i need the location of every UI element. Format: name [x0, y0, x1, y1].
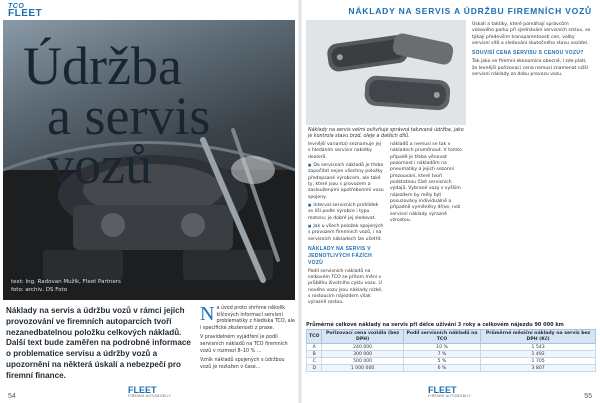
table-header: Průměrné měsíční náklady na servis bez DPH (Kč) — [481, 330, 596, 344]
masthead — [8, 3, 42, 19]
table-header-row — [307, 330, 596, 344]
section-heading-price: SOUVISÍ CENA SERVISU S CENOU VOZU? — [472, 50, 584, 57]
right-page — [300, 0, 600, 403]
footer-brand-left: FLEET FIREMNÍ AUTOMOBILY — [128, 385, 172, 398]
page-number-left: 54 — [8, 393, 16, 400]
body-column-1: levnější varianta) seznamuje jej s hledáním servisní nabídky dealerů. ■ Do servisních nákladů je třeba započítat nejen všechny položky předepsané výrobcem, ale také ty, které jsou s provozem a zaslouženými opotřebeními vozu spojeny. ■ Interval servisních prohlídek se liší podle výrobce i typu motoru; je dobré jej sledovat. ■ Jak u všech položek spojených s provozem firemních vozů, i na servisních nákladech lze ušetřit. NÁKLADY NA SERVIS V JEDNOTLIVÝCH FÁZÍCH VOZŮ Podíl servisních nákladů na celkovém TCO se přitom mění v průběhu životního cyklu vozu. U nového vozu jsou náklady nízké, s rostoucím nájezdem však výrazně rostou. — [308, 142, 384, 309]
masthead-brand: FLEET — [8, 8, 43, 19]
body-column-3: Úskalí a taktiky, které pomáhají správcům vozového parku při sjednávání servisních smluv, se týkají především transparentnosti cen, volby servisní sítě a sledování skutečného stavu vozidel. SOUVISÍ CENA SERVISU S CENOU VOZU? Tak jako ve firemní ekonomice obecně, i zde platí, že levnější pořizovací cena nemusí znamenat nižší servisní náklady za dobu provozu vozu. — [472, 22, 591, 77]
cost-table — [306, 322, 596, 372]
drop-cap: N — [200, 303, 215, 325]
hero-photo — [3, 20, 295, 300]
table-header: TCO — [307, 330, 322, 344]
table-row: D 1 000 000 6 % 3 807 — [307, 365, 596, 372]
body-column-2: nákladů a nemusí se tak v nákladech promítnout. V tomto případě je třeba věnovat pozornost i nákladům na pneumatiky a jejich sezonní přezouvání, které tvoří podstatnou část servisních výdajů. Vybrané vozy s vyšším nájezdem by měly být posuzovány individuálně a případně vyměněny dříve, než servisní náklady výrazně vzrostou. — [390, 142, 462, 223]
article-title: Údržba a servis vozů — [23, 36, 211, 196]
lead-paragraph: Náklady na servis a údržbu vozů v rámci jejich provozování ve firemních autoparcích tvoří nezanedbatelnou položku celkových nákladů. Další text bude zaměřen na podrobné informace o problematice servisu a údržby vozů a upozornění na některá úskalí a nebezpečí pro firemní finance. — [6, 306, 191, 380]
service-cost-table — [306, 329, 596, 372]
bullet-item: ■ Do servisních nákladů je třeba započítat nejen všechny položky předepsané výrobcem, ale také ty, které jsou s provozem a zaslouženými opotřebeními vozu spojeny. — [308, 163, 384, 201]
footer-brand-right: FLEET FIREMNÍ AUTOMOBILY — [428, 385, 472, 398]
table-header: Podíl servisních nákladů na TCO — [403, 330, 480, 344]
running-head: NÁKLADY NA SERVIS A ÚDRŽBU FIREMNÍCH VOZŮ — [348, 6, 592, 16]
photo-caption: Náklady na servis velmi ovlivňuje správná takzvaná údržba, jako je kontrola stavu brzd, oleje a dalších dílů. — [308, 128, 464, 140]
bullet-item: ■ Jak u všech položek spojených s provozem firemních vozů, i na servisních nákladech lze ušetřit. — [308, 224, 384, 243]
masthead-top: TCO — [8, 3, 25, 10]
bullet-item: ■ Interval servisních prohlídek se liší podle výrobce i typu motoru; je dobré jej sledovat. — [308, 203, 384, 222]
table-row: A 240 000 10 % 1 543 — [307, 344, 596, 351]
brake-pads-photo — [306, 20, 466, 125]
photo-credit: text: Ing. Radovan Mužík, Fleet Partners foto: archiv, DS Foto — [11, 279, 121, 293]
brake-pads-illustration — [306, 20, 466, 125]
table-title: Průměrné celkové náklady na servis při délce užívání 3 roky a celkovém nájezdu 90 000 km — [306, 322, 564, 328]
table-header: Pořizovací cena vozidla (bez DPH) — [322, 330, 403, 344]
table-row: B 300 000 7 % 1 492 — [307, 351, 596, 358]
page-number-right: 55 — [584, 393, 592, 400]
body-column-left: Na úvod proto shrňme několik klíčových informací servisní problematiky z hlediska TCO, ale i specifické zkušenosti z praxe. V pravidelném vyjádření je podíl servisních nákladů na TCO firemních vozů v rozmezí 8–10 % ... Vznik nákladů spojených s údržbou vozů je rozložen v čase... — [200, 303, 295, 370]
table-row: C 500 000 5 % 1 705 — [307, 358, 596, 365]
section-heading-phases: NÁKLADY NA SERVIS V JEDNOTLIVÝCH FÁZÍCH VOZŮ — [308, 245, 373, 266]
